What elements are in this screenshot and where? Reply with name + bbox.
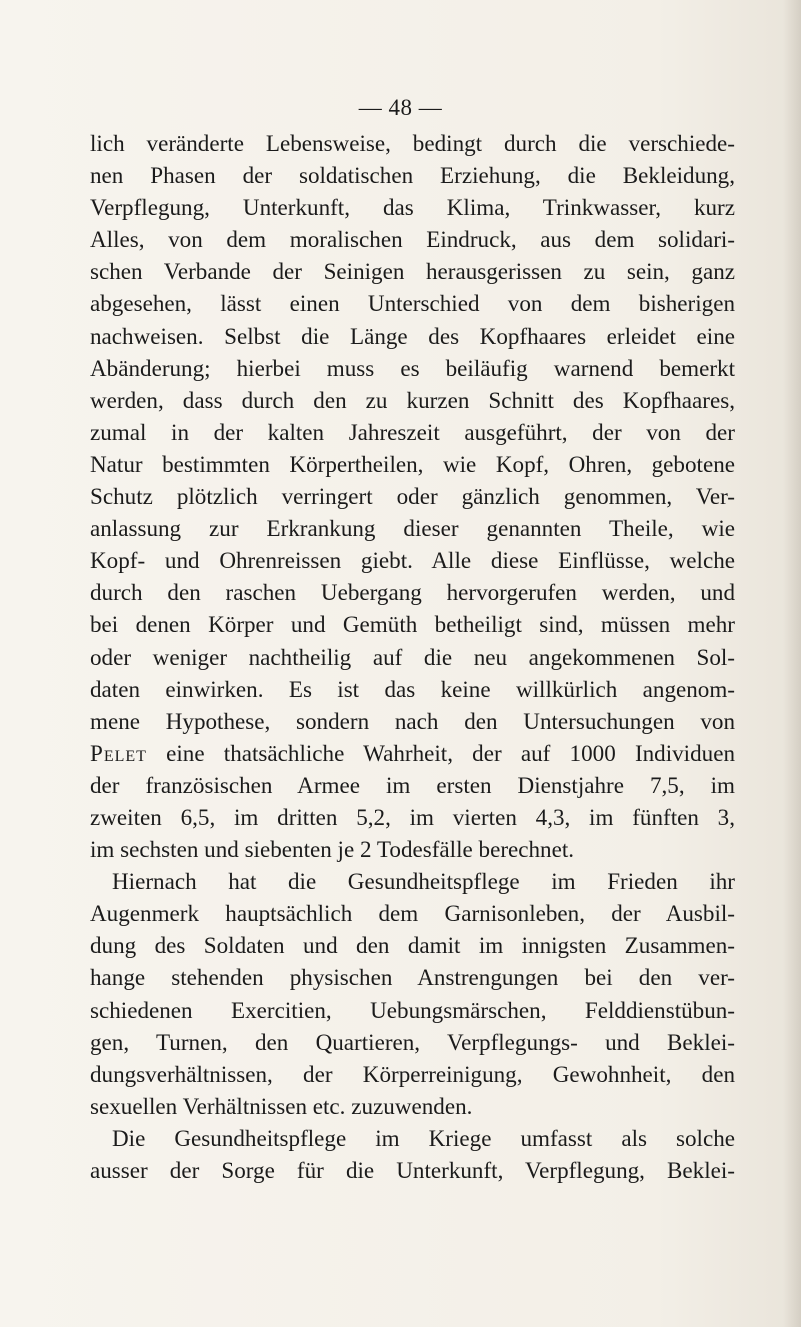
text-line: im sechsten und siebenten je 2 Todesfälle berechnet. bbox=[90, 836, 575, 863]
page-text bbox=[90, 127, 735, 1186]
text-line: bei denen Körper und Gemüth betheiligt sind, müssen mehr bbox=[90, 611, 735, 638]
text-line: ausser der Sorge für die Unterkunft, Verpflegung, Beklei- bbox=[90, 1157, 735, 1183]
text-line: oder weniger nachtheilig auf die neu angekommenen Sol- bbox=[90, 643, 735, 670]
text-line: Hiernach hat die Gesundheitspflege im Frieden ihr bbox=[112, 868, 735, 895]
text-line: mene Hypothese, sondern nach den Untersuchungen von bbox=[90, 707, 735, 734]
text-line: schen Verbande der Seinigen herausgerissen zu sein, ganz bbox=[90, 258, 735, 285]
text-line: Alles, von dem moralischen Eindruck, aus dem solidari- bbox=[90, 226, 735, 253]
text-line: abgesehen, lässt einen Unterschied von dem bisherigen bbox=[90, 290, 735, 317]
text-line: dung des Soldaten und den damit im innigsten Zusammen- bbox=[90, 932, 735, 959]
text-line: daten einwirken. Es ist das keine willkürlich angenom- bbox=[90, 675, 735, 702]
text-line: schiedenen Exercitien, Uebungsmärschen, Felddienstübun- bbox=[90, 996, 735, 1023]
text-line: nen Phasen der soldatischen Erziehung, die Bekleidung, bbox=[90, 162, 735, 189]
text-line: Die Gesundheitspflege im Kriege umfasst als solche bbox=[112, 1124, 735, 1151]
text-line: Verpflegung, Unterkunft, das Klima, Trinkwasser, kurz bbox=[90, 194, 735, 221]
text-line: der französischen Armee im ersten Dienstjahre 7,5, im bbox=[90, 771, 735, 798]
text-line: gen, Turnen, den Quartieren, Verpflegungs- und Beklei- bbox=[90, 1028, 735, 1055]
text-line-pelet bbox=[90, 737, 735, 769]
text-line: nachweisen. Selbst die Länge des Kopfhaares erleidet eine bbox=[90, 322, 735, 349]
text-line-rest: eine thatsächliche Wahrheit, der auf 1000 Individuen bbox=[146, 739, 735, 766]
text-line: Natur bestimmten Körpertheilen, wie Kopf, Ohren, gebotene bbox=[90, 450, 735, 477]
text-line: sexuellen Verhältnissen etc. zuzuwenden. bbox=[90, 1092, 473, 1119]
text-line: dungsverhältnissen, der Körperreinigung, Gewohnheit, den bbox=[90, 1060, 735, 1087]
text-line: Schutz plötzlich verringert oder gänzlich genommen, Ver- bbox=[90, 483, 735, 510]
page-edge-shadow bbox=[783, 0, 801, 1327]
text-line: durch den raschen Uebergang hervorgerufen werden, und bbox=[90, 579, 735, 606]
text-line: Augenmerk hauptsächlich dem Garnisonleben, der Ausbil- bbox=[90, 900, 735, 927]
text-line: anlassung zur Erkrankung dieser genannten Theile, wie bbox=[90, 515, 735, 542]
text-line: zumal in der kalten Jahreszeit ausgeführt, der von der bbox=[90, 418, 735, 445]
text-line: hange stehenden physischen Anstrengungen bei den ver- bbox=[90, 964, 735, 991]
text-line: Abänderung; hierbei muss es beiläufig warnend bemerkt bbox=[90, 354, 735, 381]
text-line: zweiten 6,5, im dritten 5,2, im vierten 4,3, im fünften 3, bbox=[90, 803, 735, 830]
page-number: — 48 — bbox=[358, 95, 443, 120]
author-name: Pelet bbox=[90, 739, 147, 766]
text-line: werden, dass durch den zu kurzen Schnitt des Kopfhaares, bbox=[90, 386, 735, 413]
text-line: Kopf- und Ohrenreissen giebt. Alle diese Einflüsse, welche bbox=[90, 547, 735, 574]
text-line: lich veränderte Lebensweise, bedingt durch die verschiede- bbox=[90, 130, 735, 156]
